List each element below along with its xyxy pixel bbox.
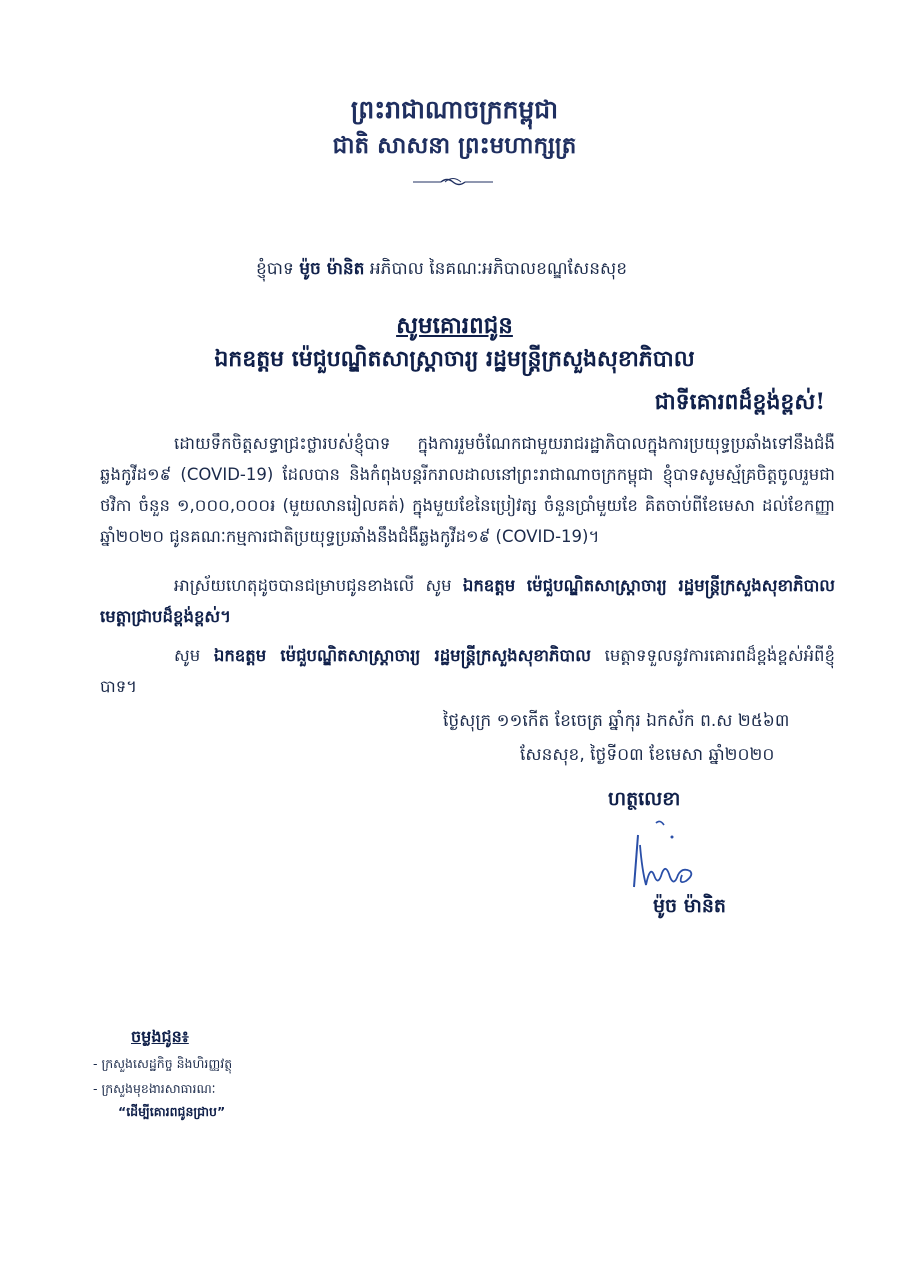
sender-name: ម៉ូច ម៉ានិត xyxy=(299,259,365,279)
body-paragraph-3 xyxy=(100,640,835,702)
salutation-title: សូមគោរពជូន xyxy=(396,312,513,339)
sender-role: អភិបាល នៃគណៈអភិបាលខណ្ឌសែនសុខ xyxy=(369,259,627,279)
sender-prefix: ខ្ញុំបាទ xyxy=(256,259,294,279)
cc-item: - ក្រសួងសេដ្ឋកិច្ច និងហិរញ្ញវត្ថុ xyxy=(93,1056,233,1071)
national-motto: ជាតិ សាសនា ព្រះមហាក្សត្រ xyxy=(332,132,577,159)
kingdom-heading: ព្រះរាជាណាចក្រកម្ពុជា xyxy=(350,95,559,124)
signer-name: ម៉ូច ម៉ានិត xyxy=(653,895,726,917)
paragraph-2-text: អាស្រ័យហេតុដូចបានជម្រាបជូនខាងលើ សូម xyxy=(174,576,452,595)
body-paragraph-1 xyxy=(100,428,835,552)
ornament-divider-icon xyxy=(413,176,493,188)
cc-note: “ដើម្បីគោរពជូនជ្រាប” xyxy=(118,1104,226,1119)
sender-line xyxy=(256,258,627,283)
paragraph-1-text: ដោយទឹកចិត្តសទ្ធាជ្រះថ្លារបស់ខ្ញុំបាទ ក្នុងការរួមចំណែកជាមួយរាជរដ្ឋាភិបាលក្នុងការប្រយុទ្ធប្រឆាំងទៅនឹងជំងឺឆ្លងកូវីដ១៩ (COVID-19) ដែលបាន និងកំពុងបន្តរីករាលដាលនៅព្រះរាជាណាចក្រកម្ពុជា ខ្ញុំបាទសូមស្ម័គ្រចិត្តចូលរួមជាថវិកា ចំនួន ១,០០០,០០០៛ (មួយលានរៀលគត់) ក្នុងមួយខែនៃប្រៀវត្ស ចំនួនប្រាំមួយខែ គិតចាប់ពីខែមេសា ដល់ខែកញ្ញា ឆ្នាំ២០២០ ជូនគណៈកម្មការជាតិប្រយុទ្ធប្រឆាំងនឹងជំងឺឆ្លងកូវីដ១៩ (COVID-19)។ xyxy=(100,434,835,546)
lunar-date: ថ្ងៃសុក្រ ១១កើត ខែចេត្រ ឆ្នាំកុរ ឯកស័ក ព.ស ២៥៦៣ xyxy=(443,711,790,731)
handwritten-signature-icon xyxy=(620,815,710,895)
cc-item: - ក្រសួងមុខងារសាធារណៈ xyxy=(93,1081,216,1096)
paragraph-3-post: មេត្តាទទួលនូវការគោរពដ៏ខ្ពង់ខ្ពស់អំពីខ្ញុំបាទ។ xyxy=(100,646,835,696)
signature-label: ហត្ថលេខា xyxy=(608,788,681,810)
recipient-line: ឯកឧត្តម ម៉េជួបណ្ឌិតសាស្ត្រាចារ្យ រដ្ឋមន្ត្រីក្រសួងសុខាភិបាល xyxy=(214,346,695,372)
body-paragraph-2 xyxy=(100,570,835,632)
solar-date: សែនសុខ, ថ្ងៃទី០៣ ខែមេសា ឆ្នាំ២០២០ xyxy=(520,745,775,765)
cc-title: ចម្លងជូន៖ xyxy=(131,1027,189,1046)
paragraph-2-bold: ឯកឧត្តម ម៉េជួបណ្ឌិតសាស្ត្រាចារ្យ រដ្ឋមន្ត្រីក្រសួងសុខាភិបាល មេត្តាជ្រាបដ៏ខ្ពង់ខ្ពស់។ xyxy=(100,576,836,626)
paragraph-3-pre: សូម xyxy=(174,646,201,665)
paragraph-3-bold: ឯកឧត្តម ម៉េជួបណ្ឌិតសាស្ត្រាចារ្យ រដ្ឋមន្ត្រីក្រសួងសុខាភិបាល xyxy=(213,646,591,665)
respect-line: ជាទីគោរពដ៏ខ្ពង់ខ្ពស់! xyxy=(654,389,825,415)
